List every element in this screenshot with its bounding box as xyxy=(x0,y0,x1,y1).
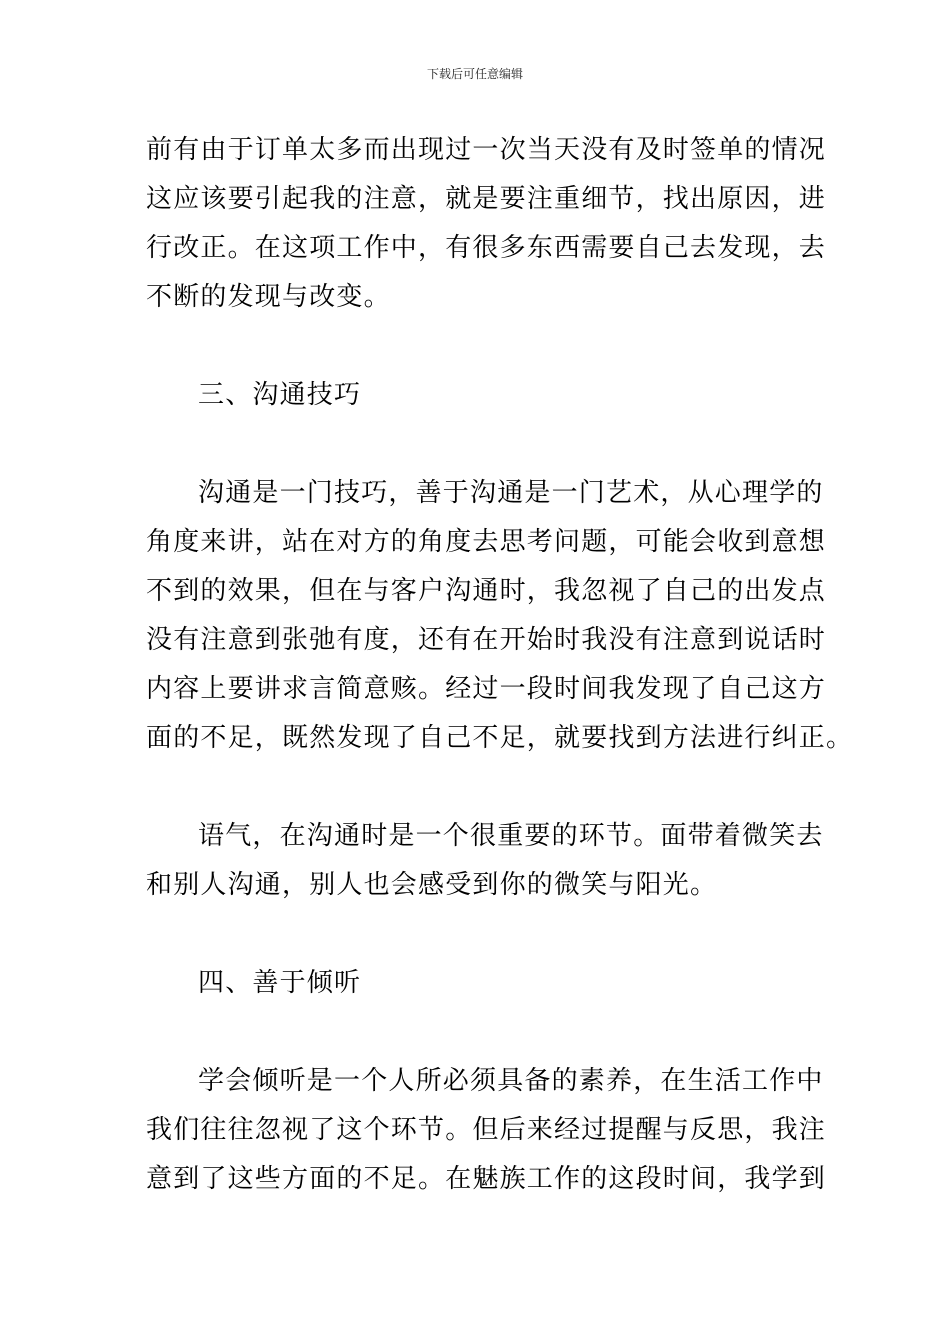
text-line: 没有注意到张弛有度，还有在开始时我没有注意到说话时 xyxy=(146,625,827,655)
paragraph-2 xyxy=(146,469,854,763)
text-line: 沟通是一门技巧，善于沟通是一门艺术，从心理学的 xyxy=(198,478,824,508)
document-body xyxy=(146,126,854,1204)
text-line: 语气，在沟通时是一个很重要的环节。面带着微笑去 xyxy=(198,821,824,851)
text-line: 这应该要引起我的注意，就是要注重细节，找出原因，进 xyxy=(146,184,827,214)
heading-text: 四、善于倾听 xyxy=(198,968,362,998)
text-line: 不断的发现与改变。 xyxy=(146,282,391,312)
text-line: 前有由于订单太多而出现过一次当天没有及时签单的情况 xyxy=(146,135,827,165)
text-line: 行改正。在这项工作中，有很多东西需要自己去发现，去 xyxy=(146,233,827,263)
text-line: 我们往往忽视了这个环节。但后来经过提醒与反思，我注 xyxy=(146,1115,827,1145)
text-line: 不到的效果，但在与客户沟通时，我忽视了自己的出发点 xyxy=(146,576,827,606)
heading-text: 三、沟通技巧 xyxy=(198,380,362,410)
paragraph-3 xyxy=(146,812,824,910)
text-line: 角度来讲，站在对方的角度去思考问题，可能会收到意想 xyxy=(146,527,827,557)
section-heading-4 xyxy=(146,959,810,1008)
paragraph-1 xyxy=(146,126,827,322)
text-line: 内容上要讲求言简意赅。经过一段时间我发现了自己这方 xyxy=(146,674,827,704)
text-line: 意到了这些方面的不足。在魅族工作的这段时间，我学到 xyxy=(146,1164,827,1194)
text-line: 和别人沟通，别人也会感受到你的微笑与阳光。 xyxy=(146,870,718,900)
paragraph-4 xyxy=(146,1057,827,1204)
section-heading-3 xyxy=(146,371,810,420)
page-header: 下载后可任意编辑 xyxy=(426,67,523,81)
text-line: 面的不足，既然发现了自己不足，就要找到方法进行纠正。 xyxy=(146,723,854,753)
text-line: 学会倾听是一个人所必须具备的素养，在生活工作中 xyxy=(198,1066,824,1096)
